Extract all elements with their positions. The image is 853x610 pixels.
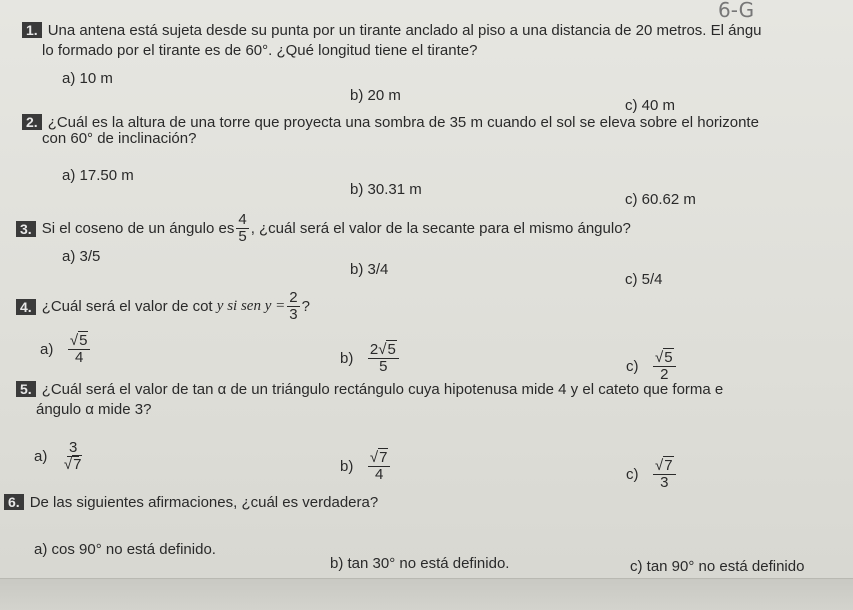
question-2-line2: con 60° de inclinación? [42, 130, 197, 147]
q2-option-c: c) 60.62 m [625, 191, 696, 208]
q2-option-a: a) 17.50 m [62, 167, 134, 184]
q4-option-b: b) $\frac{2√5}{5}$ [340, 342, 401, 375]
fraction: $\frac{2}{3}$ [289, 289, 298, 323]
q4-option-a: a) $\frac{√5}{4}$ [40, 333, 92, 366]
q3-option-c: c) 5/4 [625, 271, 663, 288]
q6-option-c: c) tan 90° no está definido [630, 558, 805, 575]
question-1-line1: 1. Una antena está sujeta desde su punta por un tirante anclado al piso a una distancia de 20 metros. El ángu [22, 22, 762, 39]
q3-option-b: b) 3/4 [350, 261, 389, 278]
question-number: 1. [22, 22, 42, 38]
question-1-line2: lo formado por el tirante es de 60°. ¿Qué longitud tiene el tirante? [42, 42, 478, 59]
question-5-line2: ángulo α mide 3? [36, 401, 152, 418]
q3-option-a: a) 3/5 [62, 248, 101, 265]
handwritten-note: 6-G [718, 0, 755, 22]
question-3: 3. Si el coseno de un ángulo es $\frac{4}{5}$ , ¿cuál será el valor de la secante para el mismo ángulo? [16, 212, 631, 245]
q2-option-b: b) 30.31 m [350, 181, 422, 198]
q6-option-b: b) tan 30° no está definido. [330, 555, 510, 572]
fraction: $\frac{4}{5}$ [238, 211, 247, 245]
question-2-line1: 2. ¿Cuál es la altura de una torre que proyecta una sombra de 35 m cuando el sol se eleva sobre el horizonte [22, 114, 759, 131]
question-6: 6. De las siguientes afirmaciones, ¿cuál es verdadera? [4, 494, 378, 511]
q5-option-a: a) $\frac{3}{√7}$ [34, 439, 82, 473]
q1-option-c: c) 40 m [625, 97, 676, 114]
page-bottom-edge [0, 578, 853, 610]
q1-option-b: b) 20 m [350, 87, 401, 104]
q1-option-a: a) 10 m [62, 70, 113, 87]
question-5-line1: 5. ¿Cuál será el valor de tan α de un triángulo rectángulo cuya hipotenusa mide 4 y el cateto que forma e [16, 381, 723, 398]
q4-option-c: c) $\frac{√5}{2}$ [626, 350, 678, 383]
question-4: 4. ¿Cuál será el valor de cot y si sen y = $\frac{2}{3}$ ? [16, 290, 310, 323]
q5-option-c: c) $\frac{√7}{3}$ [626, 458, 678, 491]
q6-option-a: a) cos 90° no está definido. [34, 541, 216, 558]
q5-option-b: b) $\frac{√7}{4}$ [340, 450, 392, 483]
